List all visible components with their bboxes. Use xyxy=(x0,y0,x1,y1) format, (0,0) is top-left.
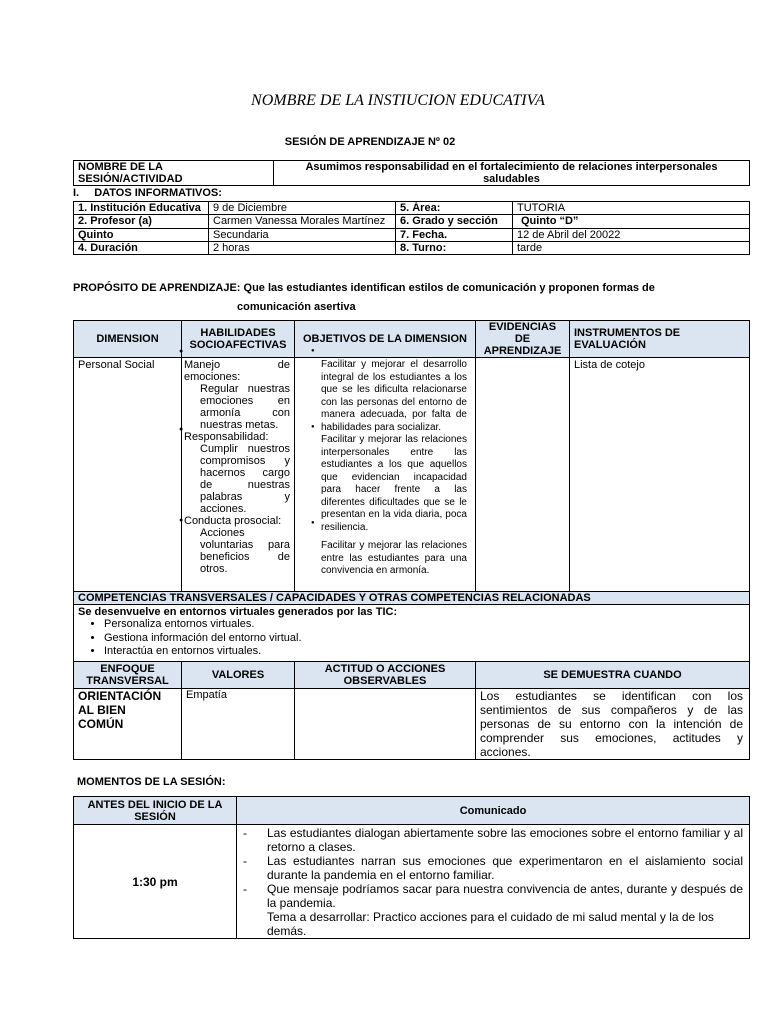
valor-value: Empatía xyxy=(182,689,295,760)
momentos-content xyxy=(237,825,750,939)
enfoque-header: ENFOQUE TRANSVERSAL xyxy=(74,662,182,689)
datos-heading-text: DATOS INFORMATIVOS: xyxy=(94,187,222,199)
dash-marker: - xyxy=(243,882,247,896)
tema-text: Tema a desarrollar: Practico acciones para el cuidado de mi salud mental y la de los demás. xyxy=(267,910,714,938)
habilidades-cell xyxy=(182,358,295,592)
habilidad-desc: Regular nuestras emociones en armonía con nuestras metas. xyxy=(200,383,290,431)
activity-label: NOMBRE DE LA SESIÓN/ACTIVIDAD xyxy=(74,161,274,186)
datos-cell: 9 de Diciembre xyxy=(209,202,396,215)
instrumentos-value: Lista de cotejo xyxy=(570,358,750,592)
session-time: 1:30 pm xyxy=(74,825,237,939)
session-title: SESIÓN DE APRENDIZAJE Nº 02 xyxy=(284,136,456,148)
habilidad-title: Manejo de emociones: xyxy=(184,359,290,383)
datos-cell: 12 de Abril del 20022 xyxy=(513,229,750,242)
datos-cell: 7. Fecha. xyxy=(396,229,513,242)
se-demuestra-value: Los estudiantes se identifican con los sentimientos de sus compañeros y de las personas de su entorno con la intención de comprender sus emociones, actitudes y acciones. xyxy=(476,689,750,760)
objetivos-cell xyxy=(295,358,476,592)
bullet-icon: ● xyxy=(311,424,315,430)
habilidad-item xyxy=(184,515,290,575)
datos-table xyxy=(73,201,750,255)
datos-heading xyxy=(73,187,222,199)
proposito-line2: comunicación asertiva xyxy=(237,301,356,313)
evidencias-value xyxy=(476,358,570,592)
habilidad-title: Responsabilidad: xyxy=(184,431,269,443)
competencia-item: • Gestiona información del entorno virtual. xyxy=(104,632,745,646)
datos-cell: TUTORIA xyxy=(513,202,750,215)
datos-cell: Secundaria xyxy=(209,229,396,242)
momento-item xyxy=(243,826,743,854)
momento-text: Las estudiantes narran sus emociones que experimentaron en el aislamiento social durante la pandemia en el entorno familiar. xyxy=(267,854,743,882)
momento-item xyxy=(243,882,743,910)
competencia-item: • Interactúa en entornos virtuales. xyxy=(104,645,745,659)
competencias-cell xyxy=(74,605,750,669)
antes-header: ANTES DEL INICIO DE LA SESIÓN xyxy=(74,797,237,825)
momento-text: Que mensaje podríamos sacar para nuestra convivencia de antes, durante y después de la pandemia. xyxy=(267,882,743,910)
objetivos-header: OBJETIVOS DE LA DIMENSION xyxy=(295,321,476,358)
enfoque-table xyxy=(73,661,750,760)
competencia-item: • Personaliza entornos virtuales. xyxy=(104,618,745,632)
bullet-icon: ● xyxy=(179,426,184,433)
proposito-line1: PROPÓSITO DE APRENDIZAJE: Que las estudiantes identifican estilos de comunicación y proponen formas de xyxy=(73,282,655,294)
datos-cell: 4. Duración xyxy=(74,242,209,255)
habilidad-item xyxy=(184,431,290,515)
actitud-value xyxy=(295,689,476,760)
momentos-table xyxy=(73,796,750,939)
activity-value: Asumimos responsabilidad en el fortalecimiento de relaciones interpersonales saludables xyxy=(274,161,750,186)
competencias-header: COMPETENCIAS TRANSVERSALES / CAPACIDADES Y OTRAS COMPETENCIAS RELACIONADAS xyxy=(74,592,750,605)
valores-header: VALORES xyxy=(182,662,295,689)
objetivo-item: Facilitar y mejorar las relaciones entre las estudiantes para una convivencia en armonía. xyxy=(321,540,467,576)
datos-cell: 2 horas xyxy=(209,242,396,255)
momentos-heading: MOMENTOS DE LA SESIÓN: xyxy=(77,776,226,788)
objetivo-item: Facilitar y mejorar el desarrollo integral de los estudiantes a los que se les dificulta relacionarse con las personas del entorno de manera adecuada, por falta de habilidades para socializar. xyxy=(321,359,467,433)
datos-cell: 6. Grado y sección xyxy=(396,215,513,229)
habilidad-desc: Cumplir nuestros compromisos y hacernos cargo de nuestras palabras y acciones. xyxy=(200,443,290,515)
competencia-title: Se desenvuelve en entornos virtuales generados por las TIC: xyxy=(78,606,398,618)
datos-cell: Quinto xyxy=(74,229,209,242)
habilidad-item xyxy=(184,359,290,431)
momento-item xyxy=(243,854,743,882)
instrumentos-header: INSTRUMENTOS DE EVALUACIÓN xyxy=(570,321,750,358)
bullet-icon: ● xyxy=(179,348,184,355)
se-demuestra-header: SE DEMUESTRA CUANDO xyxy=(476,662,750,689)
datos-cell: Quinto “D” xyxy=(513,215,750,229)
datos-cell: 5. Área: xyxy=(396,202,513,215)
datos-cell: Carmen Vanessa Morales Martínez xyxy=(209,215,396,229)
objetivo-item: Facilitar y mejorar las relaciones interpersonales entre las estudiantes a los que aquellos que evidencian incapacidad para hacer frente a las diferentes dificultades que se le presentan en la vida diaria, poca resiliencia. xyxy=(321,434,467,533)
dimension-header: DIMENSION xyxy=(74,321,182,358)
bullet-icon: ● xyxy=(311,520,315,526)
datos-cell: 1. Institución Educativa xyxy=(74,202,209,215)
comunicado-header: Comunicado xyxy=(237,797,750,825)
habilidad-desc: Acciones voluntarias para beneficios de otros. xyxy=(200,527,290,575)
document-title: NOMBRE DE LA INSTIUCION EDUCATIVA xyxy=(251,92,545,109)
habilidad-title: Conducta prosocial: xyxy=(184,515,282,527)
datos-cell: 8. Turno: xyxy=(396,242,513,255)
evidencias-header: EVIDENCIAS DE APRENDIZAJE xyxy=(476,321,570,358)
dimension-value: Personal Social xyxy=(74,358,182,592)
datos-cell: tarde xyxy=(513,242,750,255)
actitud-header: ACTITUD O ACCIONES OBSERVABLES xyxy=(295,662,476,689)
dash-marker: - xyxy=(243,854,247,868)
dash-marker: - xyxy=(243,826,247,840)
enfoque-value: ORIENTACIÓN AL BIEN COMÚN xyxy=(74,689,182,760)
activity-table xyxy=(73,160,750,186)
datos-heading-num: I. xyxy=(73,187,80,199)
habilidades-header: HABILIDADES SOCIOAFECTIVAS xyxy=(182,321,295,358)
datos-cell: 2. Profesor (a) xyxy=(74,215,209,229)
dimension-table xyxy=(73,320,750,669)
momento-text: Las estudiantes dialogan abiertamente sobre las emociones sobre el entorno familiar y al retorno a clases. xyxy=(267,826,743,854)
bullet-icon: ● xyxy=(311,348,315,354)
bullet-icon: ● xyxy=(179,517,184,524)
